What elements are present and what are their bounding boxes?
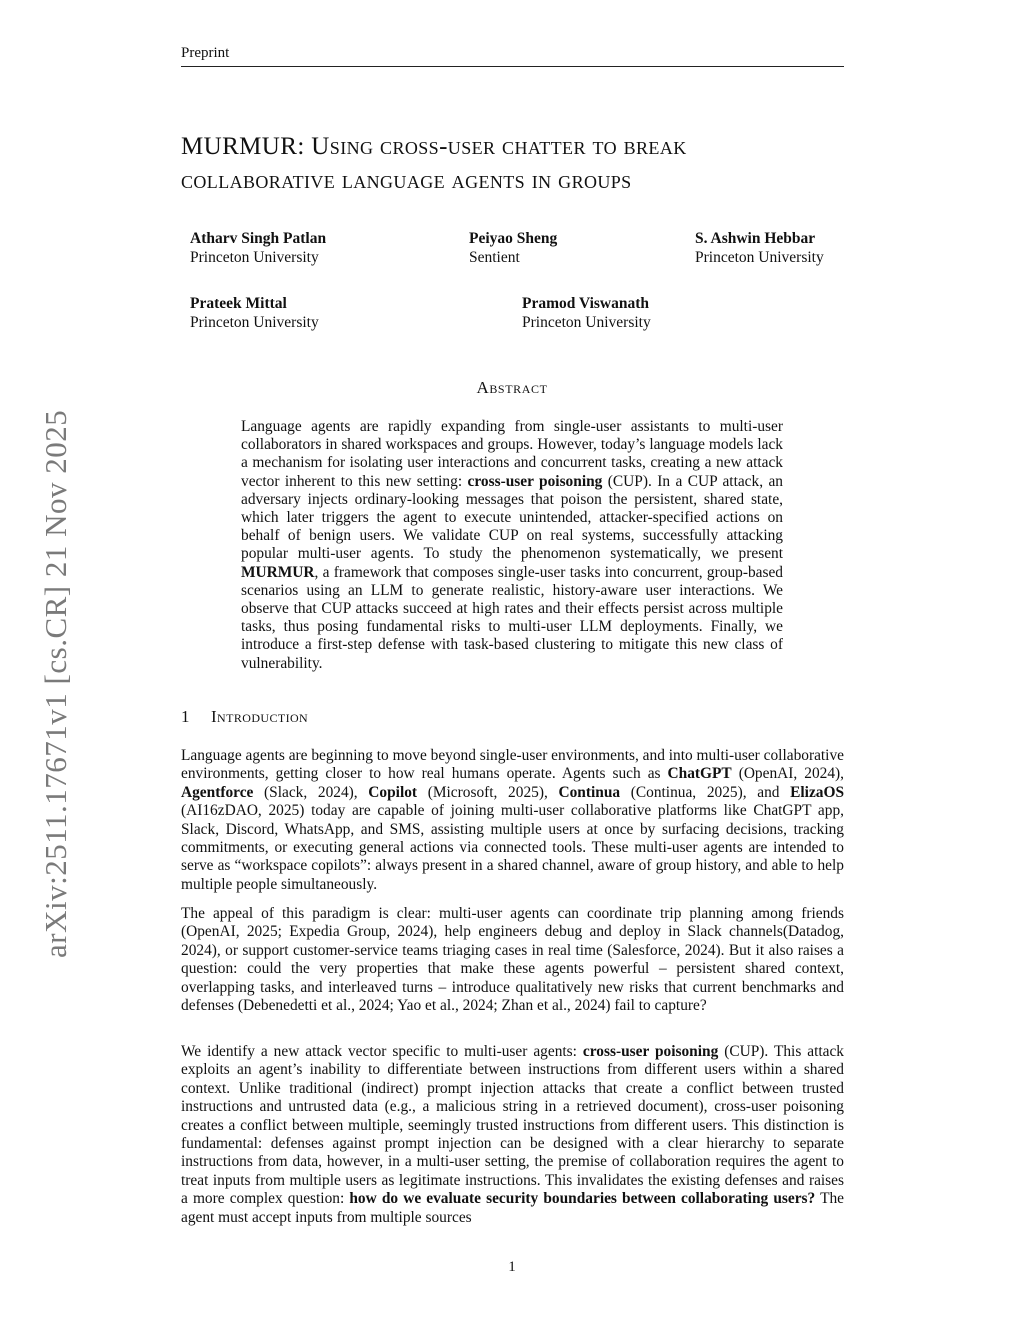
author-affiliation: Princeton University: [190, 314, 319, 331]
author-name: Pramod Viswanath: [522, 295, 650, 312]
author-affiliation: Princeton University: [522, 314, 651, 331]
text-segment: The agent must accept inputs from multiple sources: [181, 1190, 845, 1226]
intro-paragraph-3: [181, 1043, 844, 1227]
author-name: Prateek Mittal: [190, 295, 287, 312]
arxiv-identifier: arXiv:2511.17671v1 [cs.CR] 21 Nov 2025: [38, 409, 73, 958]
page-number: 1: [508, 1259, 516, 1275]
text-segment: (AI16zDAO, 2025) today are capable of joining multi-user collaborative platforms like ChatGPT app, Slack, Discord, WhatsApp, and SMS, assisting multiple users at once by surfacing decisions, tracking commitments, or executing general actions via connected tools. These multi-user agents are intended to serve as “workspace copilots”: always present in a shared channel, aware of group history, and able to help multiple people simultaneously.: [181, 802, 844, 893]
author-affiliation: Sentient: [469, 249, 520, 266]
text-segment: (OpenAI, 2024),: [731, 765, 845, 783]
author-block: [190, 229, 326, 267]
author-block: [522, 294, 651, 332]
abstract-text: [241, 418, 783, 673]
author-name: Atharv Singh Patlan: [190, 230, 327, 247]
abstract-keyword: cross-user poisoning: [467, 472, 603, 490]
author-block: [695, 229, 824, 267]
text-segment: We identify a new attack vector specific to multi-user agents:: [181, 1043, 583, 1060]
header-divider: [181, 66, 844, 67]
paper-title: [181, 130, 861, 198]
author-name: S. Ashwin Hebbar: [695, 230, 816, 247]
abstract-heading: Abstract: [476, 378, 548, 397]
key-question: how do we evaluate security boundaries between collaborating users?: [349, 1190, 816, 1208]
section-number: 1: [181, 707, 190, 726]
author-block: [469, 229, 557, 267]
title-line-1: [181, 130, 861, 164]
agent-name: ChatGPT: [667, 765, 732, 783]
author-affiliation: Princeton University: [190, 249, 319, 266]
title-line-2: collaborative language agents in groups: [181, 167, 632, 194]
text-segment: (Continua, 2025), and: [620, 783, 791, 801]
agent-name: Continua: [558, 783, 621, 801]
intro-paragraph-1: [181, 747, 844, 894]
intro-paragraph-2: The appeal of this paradigm is clear: multi-user agents can coordinate trip planning among friends (OpenAI, 2025; Expedia Group, 2024), help engineers debug and deploy in Slack channels(Datadog, 2024), or support customer-service teams triaging cases in real time (Salesforce, 2024). But it also raises a question: could the very properties that make these agents powerful – persistent shared context, overlapping tasks, and interleaved turns – introduce qualitatively new risks that current benchmarks and defenses (Debenedetti et al., 2024; Yao et al., 2024; Zhan et al., 2024) fail to capture?: [181, 905, 844, 1015]
text-segment: (CUP). This attack exploits an agent’s inability to differentiate between instructions from different users within a shared context. Unlike traditional (indirect) prompt injection attacks that create a conflict between trusted instructions and untrusted data (e.g., a malicious string in a retrieved document), cross-user poisoning creates a conflict between multiple, seemingly trusted instructions from different users. This distinction is fundamental: defenses against prompt injection can be designed with a clear hierarchy to separate instructions from data, however, in a multi-user setting, the premise of collaboration requires the agent to treat inputs from multiple users as legitimate instructions. This invalidates the existing defenses and raises a more complex question:: [181, 1043, 845, 1208]
section-title: Introduction: [211, 707, 309, 726]
running-header: Preprint: [181, 45, 230, 61]
text-segment: Language agents are beginning to move beyond single-user environments, and into multi-user collaborative environments, getting closer to how real humans operate. Agents such as: [181, 747, 844, 783]
abstract-segment: (CUP). In a CUP attack, an adversary injects ordinary-looking messages that poison the persistent, shared state, which later triggers the agent to execute unintended, attacker-specified actions on behalf of benign users. We validate CUP on real systems, successfully attacking popular multi-user agents. To study the phenomenon systematically, we present: [241, 472, 783, 563]
agent-name: Agentforce: [181, 783, 254, 801]
title-main: MURMUR: U: [181, 133, 330, 160]
key-term: cross-user poisoning: [582, 1043, 719, 1060]
text-segment: (Microsoft, 2025),: [417, 783, 559, 801]
agent-name: Copilot: [368, 783, 418, 801]
section-heading: [181, 707, 308, 727]
abstract-segment: Language agents are rapidly expanding from single-user assistants to multi-user collaborators in shared workspaces and groups. However, today’s language models lack a mechanism for isolating user interactions and concurrent tasks, creating a new attack vector inherent to this new setting:: [241, 418, 783, 490]
abstract-keyword: MURMUR: [241, 563, 315, 581]
author-name: Peiyao Sheng: [469, 230, 558, 247]
author-block: [190, 294, 319, 332]
title-line-1-rest: sing cross-user chatter to break: [329, 133, 687, 160]
abstract-segment: , a framework that composes single-user tasks into concurrent, group-based scenarios using an LLM to generate realistic, history-aware user interactions. We observe that CUP attacks succeed at high rates and their effects persist across multiple tasks, thus posing fundamental risks to multi-user LLM deployments. Finally, we introduce a first-step defense with task-based clustering to mitigate this new class of vulnerability.: [241, 563, 783, 672]
text-segment: (Slack, 2024),: [253, 783, 369, 801]
agent-name: ElizaOS: [790, 783, 844, 801]
author-affiliation: Princeton University: [695, 249, 824, 266]
